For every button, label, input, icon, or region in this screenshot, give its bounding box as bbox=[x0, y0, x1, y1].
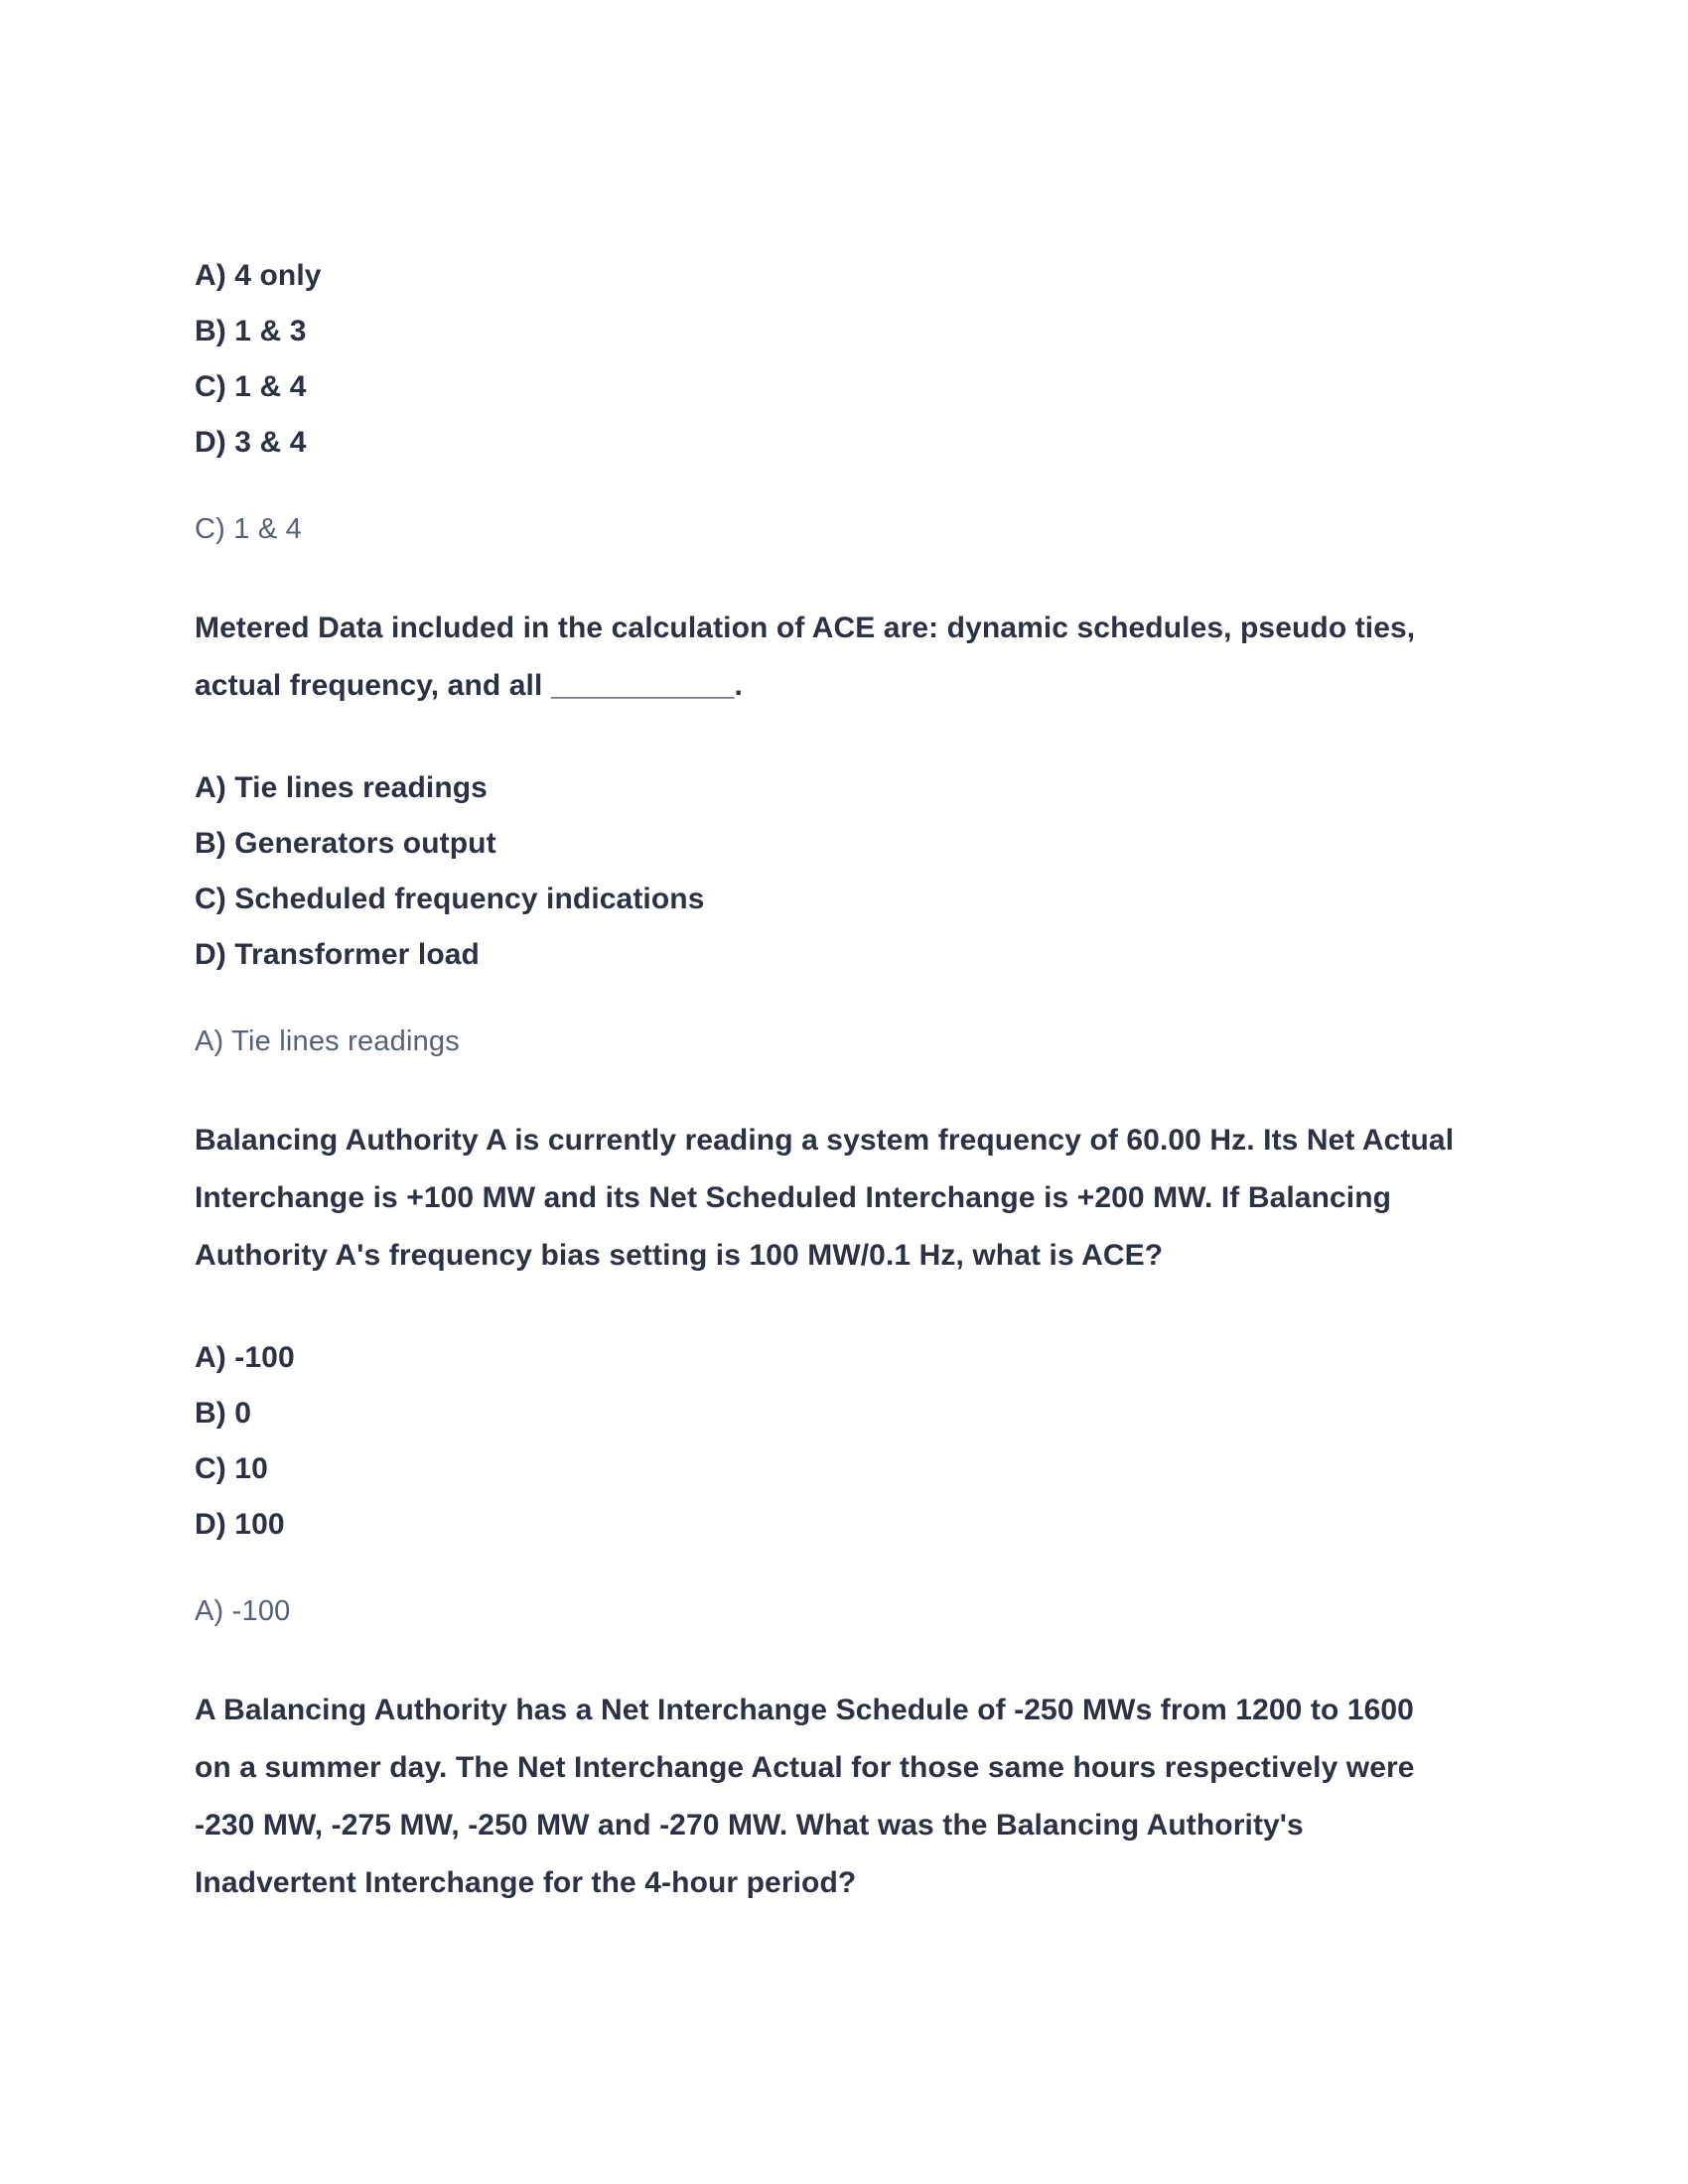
question-1-options bbox=[195, 248, 1458, 471]
spacer bbox=[195, 715, 1458, 760]
option-d[interactable]: D) Transformer load bbox=[195, 938, 480, 971]
option-c[interactable]: C) 1 & 4 bbox=[195, 370, 307, 403]
question-3-options bbox=[195, 1330, 1458, 1553]
spacer bbox=[195, 471, 1458, 504]
spacer bbox=[195, 1636, 1458, 1682]
question-2-answer: A) Tie lines readings bbox=[195, 1025, 460, 1057]
spacer bbox=[195, 983, 1458, 1017]
spacer bbox=[195, 554, 1458, 600]
option-d[interactable]: D) 100 bbox=[195, 1508, 285, 1541]
question-1-answer: C) 1 & 4 bbox=[195, 513, 302, 545]
question-2-options bbox=[195, 760, 1458, 983]
spacer bbox=[195, 1066, 1458, 1112]
option-b[interactable]: B) 1 & 3 bbox=[195, 315, 307, 347]
option-a[interactable]: A) 4 only bbox=[195, 259, 322, 292]
spacer bbox=[195, 1553, 1458, 1586]
question-4-text: A Balancing Authority has a Net Interchange Schedule of -250 MWs from 1200 to 1600 on a summer day. The Net Interchange Actual for those same hours respectively were -230 MW, -275 MW, -250 MW and -270 MW. What was the Balancing Authority's Inadvertent Interchange for the 4-hour period? bbox=[195, 1694, 1415, 1899]
question-3-text: Balancing Authority A is currently reading a system frequency of 60.00 Hz. Its Net Actual Interchange is +100 MW and its Net Scheduled Interchange is +200 MW. If Balancing Authority A's frequency bias setting is 100 MW/0.1 Hz, what is ACE? bbox=[195, 1124, 1455, 1272]
top-spacer bbox=[195, 0, 1458, 248]
option-a[interactable]: A) Tie lines readings bbox=[195, 771, 488, 804]
option-c[interactable]: C) 10 bbox=[195, 1452, 268, 1485]
option-b[interactable]: B) 0 bbox=[195, 1397, 252, 1430]
spacer bbox=[195, 1285, 1458, 1330]
option-d[interactable]: D) 3 & 4 bbox=[195, 426, 307, 459]
question-2-text: Metered Data included in the calculation of ACE are: dynamic schedules, pseudo ties, actual frequency, and all ___________. bbox=[195, 612, 1416, 702]
document-content bbox=[195, 0, 1458, 1912]
option-b[interactable]: B) Generators output bbox=[195, 827, 496, 860]
question-3-answer: A) -100 bbox=[195, 1595, 291, 1627]
option-c[interactable]: C) Scheduled frequency indications bbox=[195, 883, 705, 915]
option-a[interactable]: A) -100 bbox=[195, 1341, 295, 1374]
